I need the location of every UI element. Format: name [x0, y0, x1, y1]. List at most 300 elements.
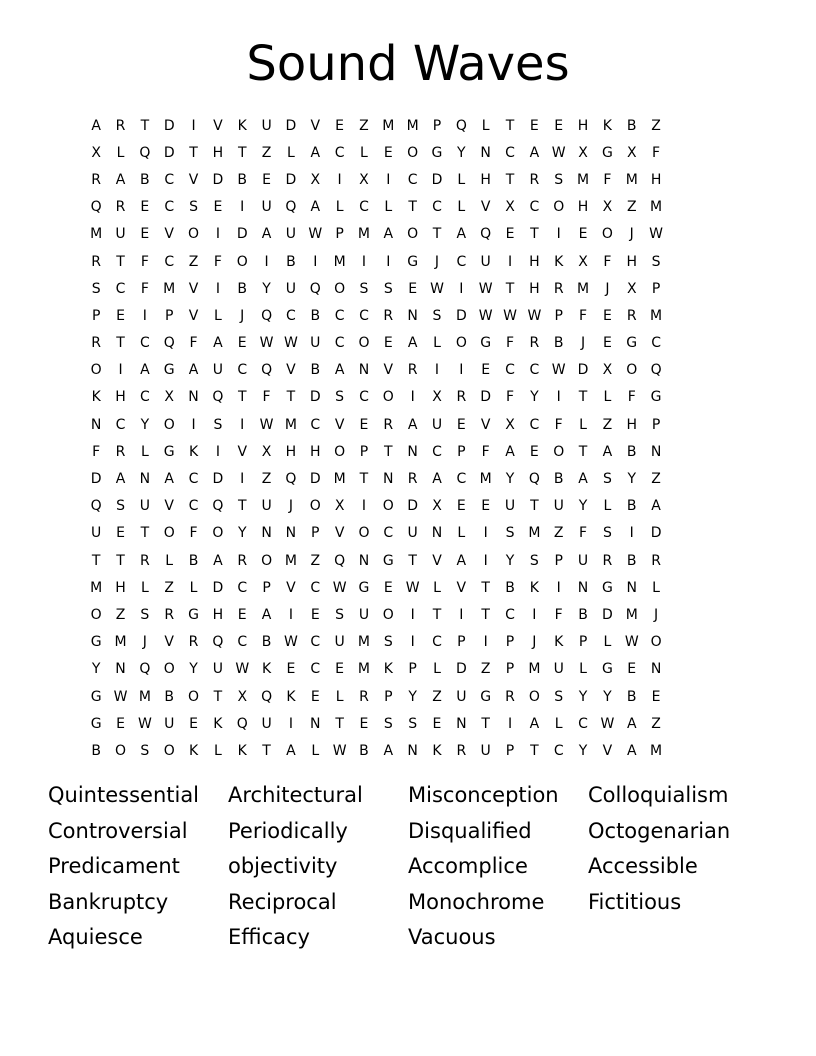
grid-letter: P [651, 416, 661, 433]
grid-letter: O [163, 525, 175, 542]
grid-letter: S [335, 606, 345, 623]
grid-letter: P [408, 661, 417, 678]
grid-letter: I [532, 606, 537, 623]
grid-letter: Q [90, 498, 102, 515]
grid-letter: M [357, 661, 370, 678]
grid-letter: W [284, 634, 298, 651]
grid-letter: F [189, 335, 198, 352]
grid-letter: M [333, 253, 346, 270]
grid-letter: L [603, 389, 612, 406]
grid-letter: E [237, 335, 247, 352]
grid-letter: K [188, 443, 199, 460]
grid-letter: Y [578, 742, 588, 759]
grid-row [84, 275, 668, 302]
grid-letter: B [578, 606, 588, 623]
letter-grid [84, 112, 668, 765]
grid-letter: C [505, 362, 515, 379]
grid-letter: D [577, 362, 589, 379]
grid-letter: E [432, 715, 442, 732]
grid-letter: G [163, 443, 175, 460]
grid-letter: Q [480, 226, 492, 243]
grid-letter: T [578, 389, 588, 406]
grid-letter: O [115, 742, 127, 759]
grid-letter: S [335, 389, 345, 406]
grid-letter: B [310, 307, 321, 324]
grid-letter: E [213, 199, 223, 216]
grid-letter: X [602, 199, 613, 216]
grid-letter: I [337, 171, 342, 188]
grid-letter: M [577, 171, 590, 188]
grid-letter: F [627, 389, 636, 406]
grid-letter: E [554, 117, 564, 134]
grid-letter: A [651, 498, 661, 515]
grid-letter: P [554, 307, 563, 324]
grid-letter: Z [310, 552, 321, 569]
grid-letter: E [481, 498, 491, 515]
grid-letter: R [602, 552, 613, 569]
grid-letter: D [236, 226, 248, 243]
grid-letter: P [384, 688, 393, 705]
grid-letter: X [626, 280, 637, 297]
grid-letter: S [91, 280, 101, 297]
grid-letter: I [215, 280, 220, 297]
grid-letter: W [308, 226, 323, 243]
grid-letter: T [116, 253, 125, 270]
word-list-item: Predicament [48, 854, 180, 879]
grid-letter: C [432, 634, 442, 651]
grid-letter: T [262, 742, 271, 759]
grid-letter: X [505, 416, 515, 433]
grid-letter: R [91, 335, 102, 352]
grid-letter: N [139, 471, 151, 488]
grid-letter: R [359, 688, 369, 705]
grid-letter: K [188, 742, 199, 759]
grid-letter: K [237, 117, 247, 134]
grid-letter: U [577, 552, 589, 569]
grid-letter: B [626, 443, 637, 460]
grid-letter: C [334, 307, 345, 324]
grid-letter: U [261, 199, 272, 216]
grid-letter: M [650, 307, 663, 324]
grid-letter: S [432, 307, 442, 324]
grid-letter: L [140, 579, 149, 596]
grid-letter: H [529, 253, 540, 270]
grid-letter: D [285, 171, 297, 188]
grid-letter: C [407, 171, 418, 188]
grid-letter: H [115, 389, 126, 406]
grid-letter: P [578, 634, 588, 651]
grid-letter: M [625, 606, 638, 623]
grid-letter: T [213, 688, 223, 705]
grid-letter: R [407, 471, 418, 488]
grid-letter: W [478, 307, 493, 324]
grid-letter: Z [261, 471, 272, 488]
grid-letter: V [602, 742, 613, 759]
grid-letter: O [163, 661, 175, 678]
grid-letter: I [556, 579, 561, 596]
grid-letter: S [140, 606, 150, 623]
grid-letter: D [650, 525, 662, 542]
grid-letter: H [212, 606, 224, 623]
grid-letter: N [407, 742, 418, 759]
word-list-item: Periodically [228, 818, 348, 843]
grid-letter: Z [626, 199, 637, 216]
grid-letter: I [483, 634, 488, 651]
grid-letter: V [188, 307, 199, 324]
grid-letter: J [532, 634, 537, 651]
grid-letter: N [383, 471, 394, 488]
grid-letter: R [115, 117, 126, 134]
grid-letter: Z [188, 253, 199, 270]
grid-letter: C [529, 199, 540, 216]
grid-letter: T [481, 579, 490, 596]
grid-letter: P [505, 742, 515, 759]
grid-letter: C [432, 443, 442, 460]
grid-letter: G [358, 579, 370, 596]
grid-letter: W [478, 280, 493, 297]
grid-letter: I [264, 253, 269, 270]
grid-letter: T [384, 443, 393, 460]
grid-letter: Y [91, 661, 101, 678]
grid-letter: C [237, 634, 248, 651]
word-list-item: Octogenarian [588, 818, 731, 843]
grid-letter: V [188, 171, 199, 188]
grid-letter: G [382, 552, 394, 569]
grid-letter: P [335, 226, 344, 243]
grid-letter: I [118, 362, 123, 379]
grid-letter: T [189, 144, 198, 161]
grid-letter: Q [528, 471, 540, 488]
grid-letter: T [505, 280, 515, 297]
grid-letter: E [456, 498, 466, 515]
grid-row [84, 166, 668, 193]
grid-letter: Q [212, 389, 224, 406]
grid-row [84, 465, 668, 492]
grid-letter: T [237, 389, 247, 406]
grid-letter: L [213, 742, 222, 759]
grid-letter: Q [212, 498, 224, 515]
grid-letter: R [91, 253, 102, 270]
grid-letter: U [431, 416, 443, 433]
grid-letter: X [578, 144, 588, 161]
grid-row [84, 737, 668, 764]
grid-row [84, 139, 668, 166]
grid-letter: I [483, 552, 488, 569]
grid-letter: Y [505, 471, 515, 488]
grid-letter: P [457, 443, 466, 460]
grid-letter: T [91, 552, 101, 569]
grid-letter: E [286, 661, 296, 678]
grid-letter: A [602, 443, 613, 460]
grid-letter: J [580, 335, 586, 352]
grid-letter: L [652, 579, 660, 596]
grid-letter: X [359, 171, 369, 188]
grid-letter: E [140, 226, 150, 243]
grid-letter: N [626, 579, 637, 596]
grid-letter: F [189, 525, 198, 542]
grid-letter: H [285, 443, 297, 460]
grid-letter: H [212, 144, 224, 161]
grid-letter: K [237, 742, 247, 759]
grid-letter: D [90, 471, 102, 488]
grid-letter: S [383, 715, 393, 732]
grid-letter: P [91, 307, 101, 324]
grid-letter: I [191, 416, 196, 433]
grid-letter: W [235, 661, 250, 678]
grid-letter: X [334, 498, 345, 515]
grid-letter: J [240, 307, 245, 324]
grid-letter: E [116, 307, 125, 324]
grid-row [84, 248, 668, 275]
grid-letter: C [578, 715, 588, 732]
grid-letter: D [431, 171, 443, 188]
grid-letter: V [286, 362, 296, 379]
grid-letter: E [602, 335, 612, 352]
grid-letter: S [383, 280, 393, 297]
grid-letter: C [115, 280, 126, 297]
grid-letter: C [310, 579, 321, 596]
grid-letter: V [383, 362, 394, 379]
grid-row [84, 656, 668, 683]
grid-letter: M [406, 117, 419, 134]
grid-letter: P [505, 634, 515, 651]
grid-letter: Z [651, 715, 661, 732]
grid-letter: W [624, 634, 639, 651]
grid-letter: Q [212, 634, 224, 651]
grid-letter: A [383, 742, 394, 759]
grid-letter: G [407, 253, 419, 270]
grid-letter: N [650, 661, 662, 678]
grid-letter: H [650, 171, 662, 188]
grid-letter: A [188, 362, 199, 379]
grid-letter: I [240, 471, 245, 488]
grid-row [84, 194, 668, 221]
grid-letter: O [626, 362, 638, 379]
grid-letter: U [407, 525, 418, 542]
grid-letter: Z [359, 117, 369, 134]
word-list-item: objectivity [228, 854, 338, 879]
grid-letter: I [459, 362, 464, 379]
grid-letter: V [188, 280, 199, 297]
grid-letter: I [410, 634, 415, 651]
grid-letter: F [579, 525, 588, 542]
grid-letter: C [188, 471, 199, 488]
grid-letter: M [90, 226, 103, 243]
grid-letter: T [140, 117, 150, 134]
grid-letter: M [382, 117, 395, 134]
grid-letter: J [654, 606, 659, 623]
grid-letter: T [578, 443, 588, 460]
grid-letter: E [602, 307, 612, 324]
grid-letter: R [626, 307, 637, 324]
grid-letter: L [189, 579, 198, 596]
grid-letter: C [164, 171, 175, 188]
grid-letter: I [556, 389, 561, 406]
grid-letter: Y [578, 498, 588, 515]
grid-letter: I [459, 606, 464, 623]
grid-letter: E [335, 661, 345, 678]
grid-letter: G [601, 579, 613, 596]
grid-letter: L [213, 307, 222, 324]
grid-letter: N [480, 144, 491, 161]
grid-letter: E [578, 226, 588, 243]
grid-letter: J [605, 280, 610, 297]
grid-letter: T [530, 742, 539, 759]
grid-letter: M [333, 471, 346, 488]
grid-letter: B [553, 335, 564, 352]
grid-letter: S [359, 280, 369, 297]
grid-row [84, 438, 668, 465]
grid-letter: M [138, 688, 151, 705]
grid-letter: U [261, 498, 272, 515]
grid-letter: D [602, 606, 613, 623]
grid-letter: I [629, 525, 634, 542]
grid-letter: I [556, 226, 561, 243]
grid-letter: O [601, 226, 613, 243]
grid-letter: D [480, 389, 492, 406]
grid-letter: E [383, 144, 393, 161]
grid-letter: K [383, 661, 393, 678]
grid-letter: C [139, 335, 150, 352]
grid-letter: C [286, 307, 296, 324]
grid-letter: I [483, 525, 488, 542]
grid-letter: L [457, 171, 466, 188]
grid-letter: R [188, 634, 199, 651]
grid-letter: C [310, 416, 321, 433]
grid-row [84, 330, 668, 357]
grid-letter: N [407, 307, 418, 324]
grid-row [84, 547, 668, 574]
grid-letter: L [457, 199, 466, 216]
grid-letter: B [626, 117, 637, 134]
grid-letter: Y [140, 416, 150, 433]
grid-letter: X [626, 144, 637, 161]
grid-letter: E [456, 416, 466, 433]
grid-letter: L [116, 144, 125, 161]
grid-letter: C [359, 389, 369, 406]
grid-letter: L [384, 199, 393, 216]
grid-letter: O [407, 226, 419, 243]
grid-letter: A [334, 362, 345, 379]
grid-letter: E [505, 226, 515, 243]
grid-letter: G [188, 606, 199, 623]
grid-letter: I [386, 253, 391, 270]
grid-letter: B [286, 253, 296, 270]
grid-letter: Q [334, 552, 346, 569]
grid-row [84, 629, 668, 656]
grid-letter: O [261, 552, 273, 569]
grid-letter: B [237, 280, 248, 297]
grid-letter: Z [164, 579, 174, 596]
grid-letter: K [213, 715, 223, 732]
grid-letter: W [284, 335, 298, 352]
grid-letter: J [142, 634, 147, 651]
grid-letter: E [408, 280, 418, 297]
grid-letter: N [285, 525, 297, 542]
grid-letter: D [285, 117, 297, 134]
grid-letter: I [434, 362, 440, 379]
word-list-item: Reciprocal [228, 889, 337, 914]
grid-letter: R [115, 199, 126, 216]
grid-letter: T [530, 226, 539, 243]
grid-letter: R [237, 552, 248, 569]
grid-letter: L [311, 742, 320, 759]
grid-letter: C [139, 389, 150, 406]
grid-letter: S [529, 552, 539, 569]
grid-letter: Q [139, 661, 151, 678]
grid-letter: B [626, 552, 637, 569]
grid-letter: T [505, 171, 515, 188]
grid-letter: I [215, 226, 220, 243]
grid-letter: W [551, 362, 566, 379]
word-list-item: Efficacy [228, 925, 310, 950]
grid-letter: O [358, 335, 370, 352]
grid-letter: T [408, 199, 417, 216]
grid-letter: A [213, 335, 223, 352]
grid-letter: A [529, 144, 540, 161]
grid-letter: O [90, 362, 102, 379]
grid-letter: Z [432, 688, 442, 705]
word-list-item: Quintessential [48, 783, 200, 807]
grid-letter: R [529, 335, 540, 352]
grid-letter: L [360, 144, 368, 161]
grid-letter: R [529, 171, 540, 188]
grid-letter: R [553, 280, 564, 297]
grid-letter: G [431, 144, 443, 161]
grid-letter: U [285, 226, 297, 243]
grid-letter: F [652, 144, 661, 161]
grid-letter: A [456, 552, 467, 569]
grid-letter: U [261, 117, 272, 134]
grid-letter: C [432, 199, 442, 216]
grid-letter: B [626, 688, 637, 705]
grid-letter: G [90, 715, 102, 732]
grid-letter: L [287, 144, 295, 161]
grid-row [84, 411, 668, 438]
grid-letter: H [626, 253, 637, 270]
grid-letter: Z [602, 416, 613, 433]
grid-letter: G [626, 335, 638, 352]
word-list-item: Misconception [408, 783, 559, 807]
grid-letter: N [431, 525, 443, 542]
grid-letter: U [212, 362, 224, 379]
word-list-item: Architectural [228, 783, 363, 807]
grid-letter: H [577, 199, 589, 216]
grid-letter: Q [261, 307, 273, 324]
grid-letter: O [382, 498, 394, 515]
grid-letter: B [261, 634, 272, 651]
grid-letter: G [601, 144, 613, 161]
grid-letter: V [310, 117, 321, 134]
grid-letter: A [91, 117, 101, 134]
grid-letter: Y [237, 525, 247, 542]
grid-letter: O [90, 606, 102, 623]
grid-letter: B [91, 742, 101, 759]
grid-letter: W [527, 307, 542, 324]
grid-letter: E [359, 715, 369, 732]
grid-letter: E [262, 171, 271, 188]
grid-letter: Q [455, 117, 467, 134]
grid-letter: T [432, 606, 442, 623]
grid-letter: A [261, 226, 272, 243]
grid-letter: O [188, 226, 200, 243]
grid-letter: R [139, 552, 150, 569]
grid-letter: A [407, 416, 418, 433]
grid-letter: M [357, 634, 370, 651]
grid-letter: B [164, 688, 174, 705]
grid-letter: L [457, 525, 466, 542]
grid-letter: O [334, 443, 346, 460]
